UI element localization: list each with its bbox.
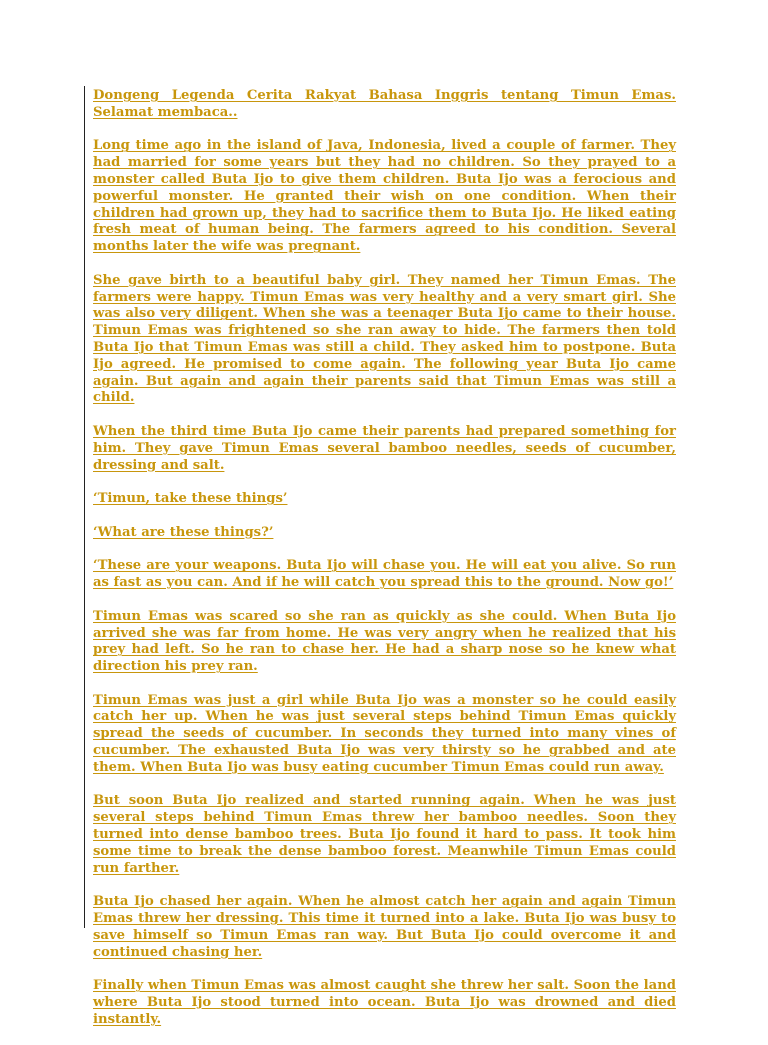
intro-paragraph: Dongeng Legenda Cerita Rakyat Bahasa Inggris tentang Timun Emas. Selamat membaca.. (93, 88, 676, 120)
story-paragraph-6: But soon Buta Ijo realized and started running again. When he was just several steps behind Timun Emas threw her bamboo needles. Soon they turned into dense bamboo trees. Buta Ijo found it hard to pass. It took him some time to break the dense bamboo forest. Meanwhile Timun Emas could run farther. (93, 793, 676, 876)
dialogue-line-2: ‘What are these things?’ (93, 524, 274, 540)
story-paragraph-2: She gave birth to a beautiful baby girl. They named her Timun Emas. The farmers were happy. Timun Emas was very healthy and a very smart girl. She was also very diligent. When she was a teenager Buta Ijo came to their house. Timun Emas was frightened so she ran away to hide. The farmers then told Buta Ijo that Timun Emas was still a child. They asked him to postpone. Buta Ijo agreed. He promised to come again. The following year Buta Ijo came again. But again and again their parents said that Timun Emas was still a child. (93, 272, 676, 406)
story-text (93, 88, 676, 1045)
dialogue-line-1: ‘Timun, take these things’ (93, 491, 288, 507)
story-paragraph-4: Timun Emas was scared so she ran as quickly as she could. When Buta Ijo arrived she was far from home. He was very angry when he realized that his prey had left. So he ran to chase her. He had a sharp nose so he knew what direction his prey ran. (93, 608, 676, 675)
story-paragraph-3: When the third time Buta Ijo came their parents had prepared something for him. They gave Timun Emas several bamboo needles, seeds of cucumber, dressing and salt. (93, 423, 676, 473)
dialogue-line-3: ‘These are your weapons. Buta Ijo will chase you. He will eat you alive. So run as fast as you can. And if he will catch you spread this to the ground. Now go!’ (93, 558, 676, 591)
story-paragraph-8: Finally when Timun Emas was almost caught she threw her salt. Soon the land where Buta Ijo stood turned into ocean. Buta Ijo was drowned and died instantly. (93, 978, 676, 1027)
story-paragraph-5: Timun Emas was just a girl while Buta Ijo was a monster so he could easily catch her up. When he was just several steps behind Timun Emas quickly spread the seeds of cucumber. In seconds they turned into many vines of cucumber. The exhausted Buta Ijo was very thirsty so he grabbed and ate them. When Buta Ijo was busy eating cucumber Timun Emas could run away. (93, 692, 676, 775)
story-paragraph-7: Buta Ijo chased her again. When he almost catch her again and again Timun Emas threw her dressing. This time it turned into a lake. Buta Ijo was busy to save himself so Timun Emas ran way. But Buta Ijo could overcome it and continued chasing her. (93, 894, 676, 960)
margin-line (84, 86, 85, 928)
story-paragraph-1: Long time ago in the island of Java, Indonesia, lived a couple of farmer. They had married for some years but they had no children. So they prayed to a monster called Buta Ijo to give them children. Buta Ijo was a ferocious and powerful monster. He granted their wish on one condition. When their children had grown up, they had to sacrifice them to Buta Ijo. He liked eating fresh meat of human being. The farmers agreed to his condition. Several months later the wife was pregnant. (93, 138, 676, 255)
